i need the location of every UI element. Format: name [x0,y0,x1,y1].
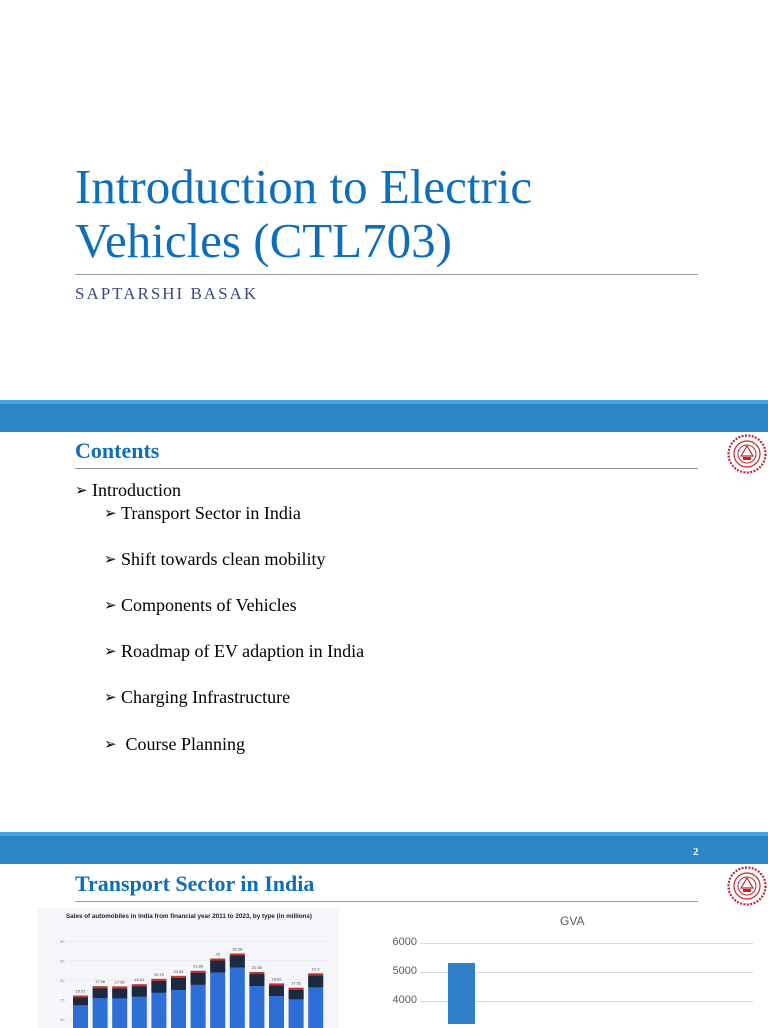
list-item [104,641,364,662]
sales-bar-label: 21.2 [312,966,321,971]
gva-y-tick: 5000 [375,965,417,977]
sales-bar-cap [230,954,245,956]
slide-separator-band [0,400,768,432]
list-item-label: Course Planning [121,734,245,754]
sales-bar-label: 25 [215,952,220,957]
author-name: SAPTARSHI BASAK [75,284,258,304]
sales-bar-cap [308,973,323,975]
sales-bar-segment [151,981,166,993]
sales-y-tick: 15 [60,998,65,1003]
sales-bar-segment [308,975,323,987]
bullet-arrow-icon: ➢ [104,735,121,754]
slide-title-line1: Introduction to Electric [75,159,532,214]
sales-bar-segment [289,990,304,1000]
sales-y-tick: 25 [60,959,65,964]
sales-bar-cap [210,959,225,961]
institute-emblem-icon [727,434,767,474]
title-slide [0,0,768,400]
gva-gridline [420,943,753,944]
sales-bar-label: 19.79 [154,972,165,977]
list-item [104,595,297,616]
list-item-label: Charging Infrastructure [121,687,290,707]
transport-sector-slide [0,864,768,1024]
sales-bar-segment [230,956,245,968]
band-highlight [0,400,768,404]
institute-emblem-icon [727,866,767,906]
gva-chart-title: GVA [560,914,584,928]
sales-bar-cap [289,988,304,990]
sales-bar-segment [93,988,108,998]
sales-bar-segment [132,986,147,996]
sales-y-tick: 30 [60,939,65,944]
sales-bar-cap [112,986,127,988]
sales-bar-cap [249,972,264,974]
slide-separator-band [0,832,768,864]
sales-chart-plot [38,908,339,1028]
contents-divider [75,468,698,469]
bullet-arrow-icon: ➢ [75,481,92,500]
bullet-arrow-icon: ➢ [104,688,121,707]
sales-bar-segment [191,973,206,985]
list-item-label: Shift towards clean mobility [121,549,325,569]
sales-bar-label: 15.51 [75,989,86,994]
transport-sector-divider [75,901,698,902]
contents-heading: Contents [75,438,159,464]
slide-title [75,160,715,268]
automobile-sales-chart [38,908,339,1028]
slide-title-line2: Vehicles (CTL703) [75,213,452,268]
band-highlight [0,832,768,836]
sales-bar-cap [93,986,108,988]
gva-y-tick: 4000 [375,994,417,1006]
sales-bar-segment [171,978,186,990]
contents-slide [0,432,768,832]
sales-bar-label: 18.62 [271,976,282,981]
sales-bar-label: 21.55 [252,965,263,970]
sales-bar-label: 17.52 [291,981,302,986]
sales-bar-label: 17.85 [115,979,126,984]
sales-bar-segment [249,974,264,986]
sales-bar-segment [210,961,225,973]
list-item [104,549,325,570]
sales-y-tick: 20 [60,978,65,983]
list-item-label: Components of Vehicles [121,595,297,615]
list-item [104,687,290,708]
sales-bar-label: 20.55 [173,969,184,974]
list-item [75,480,181,501]
sales-y-tick: 10 [60,1017,65,1022]
sales-bar-cap [171,976,186,978]
sales-bar-label: 17.90 [95,979,106,984]
sales-bar-cap [191,971,206,973]
sales-bar-cap [132,984,147,986]
sales-bar-cap [151,979,166,981]
bullet-arrow-icon: ➢ [104,596,121,615]
page-number: 2 [693,846,699,858]
sales-bar-cap [73,996,88,998]
sales-bar-segment [269,985,284,996]
list-item-label: Roadmap of EV adaption in India [121,641,364,661]
sales-bar-label: 18.41 [134,977,145,982]
sales-bar-segment [112,988,127,998]
sales-bar-label: 21.86 [193,964,204,969]
sales-bar-segment [73,998,88,1006]
list-item [104,734,245,755]
transport-sector-heading: Transport Sector in India [75,871,314,897]
list-item-label: Introduction [92,480,181,500]
sales-bar-label: 26.28 [232,947,243,952]
bullet-arrow-icon: ➢ [104,550,121,569]
bullet-arrow-icon: ➢ [104,642,121,661]
gva-bar [448,963,475,1024]
gva-y-tick: 6000 [375,936,417,948]
title-divider [75,274,698,275]
list-item-label: Transport Sector in India [121,503,301,523]
bullet-arrow-icon: ➢ [104,504,121,523]
sales-chart-title: Sales of automobiles in India from financial year 2011 to 2023, by type (in millions) [66,913,312,920]
sales-bar-cap [269,983,284,985]
list-item [104,503,301,524]
